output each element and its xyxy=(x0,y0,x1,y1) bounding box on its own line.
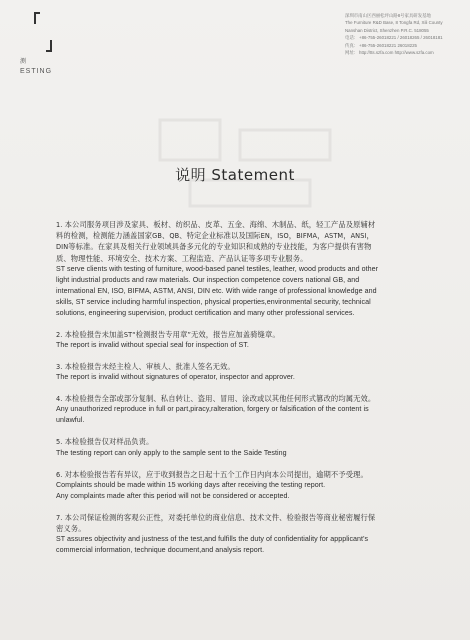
tel-value: +86-755-26018221 / 26018265 / 26018181 xyxy=(359,35,443,41)
statement-6-en-2: Any complaints made after this period will not be considered or accepted. xyxy=(56,491,290,500)
address-en-1: The Furniture R&D Base, 8 Tongfa Rd, Xili County xyxy=(345,20,443,26)
tel-row xyxy=(345,34,463,41)
statement-4-zh: 4. 本检验报告全部或部分复制、私自转让、盗用、冒用、涂改或以其他任何形式篡改的均属无效。 xyxy=(56,394,376,404)
fax-label: 传真: xyxy=(345,42,356,48)
statement-item-6 xyxy=(56,469,382,502)
logo-line-1: 测 xyxy=(20,59,27,65)
statement-item-7 xyxy=(56,512,382,556)
statement-3-zh: 3. 本检验报告未经主检人、审核人、批准人签名无效。 xyxy=(56,362,235,372)
statement-5-zh: 5. 本检验报告仅对样品负责。 xyxy=(56,437,154,447)
logo-line-2: ESTING xyxy=(20,68,53,75)
address-en-2: Nanshan District, Shenzhen P.R.C. 518055 xyxy=(345,27,429,33)
company-logo xyxy=(32,10,54,54)
web-row xyxy=(345,49,463,56)
logo-text xyxy=(20,58,52,76)
statement-2-en: The report is invalid without special seal for inspection of ST. xyxy=(56,341,249,350)
tel-label: 电话: xyxy=(345,35,356,41)
statement-item-5 xyxy=(56,436,382,458)
statement-7-en: ST assures objectivity and justness of the test,and fulfills the duty of confidentiality for appplicant's commercial information, technique document,and analysis report. xyxy=(56,535,369,555)
statement-list xyxy=(56,219,382,556)
statement-2-zh: 2. 本检验报告未加盖ST“检测报告专用章”无效，报告应加盖骑缝章。 xyxy=(56,329,280,339)
contact-info xyxy=(345,12,463,56)
statement-7-zh: 7. 本公司保证检测的客观公正性，对委托单位的商业信息、技术文件、检验报告等商业秘密履行保密义务。 xyxy=(56,512,376,534)
web-value: http://tts.szfa.com http://www.szfa.com xyxy=(359,50,434,56)
statement-1-en: ST serve clients with testing of furniture, wood-based panel testiles, leather, wood products and other light industrial products and raw materials. Our inspection competence covers national GB, and international EN, ISO, BIFMA, ASTM, ANSI, DIN etc. With wide range of professional knowledge and skills, ST service including harmful inspection, physical properties,environmental security, technical solutions, engineering supervision, product certification and many other professional services. xyxy=(56,264,379,317)
statement-item-1 xyxy=(56,219,382,319)
statement-6-en-1: Complaints should be made within 15 working days after receiving the testing report. xyxy=(56,480,326,489)
statement-5-en: The testing report can only apply to the sample sent to the Saide Testing xyxy=(56,448,287,457)
fax-value: +86-755-26018221 26018225 xyxy=(359,42,417,48)
statement-item-2 xyxy=(56,329,382,351)
address-cn: 深圳市南山区西丽松坪山路8号家具研发基地 xyxy=(345,13,431,18)
web-label: 网址: xyxy=(345,50,356,56)
page-title: 说明 Statement xyxy=(175,166,295,184)
statement-3-en: The report is invalid without signatures of operator, inspector and approver. xyxy=(56,373,295,382)
fax-row xyxy=(345,42,463,49)
statement-1-zh: 1. 本公司服务项目涉及家具、板材、纺织品、皮革、五金、海绵、木制品、纸，轻工产品及原辅材料的检测，检测能力涵盖国家GB、QB、特定企业标准以及国际EN，ISO，BIFMA，ASTM，ANSI，DIN等标准。在家具及相关行业领域具备多元化的专业知识和成熟的专业技能，为客户提供有害物质、物理性能、环境安全、技术方案、工程监造、产品认证等多项专业服务。 xyxy=(56,220,376,263)
statement-item-3 xyxy=(56,361,382,383)
statement-item-4 xyxy=(56,393,382,426)
statement-6-zh: 6. 对本检验报告若有异议，应于收到报告之日起十五个工作日内向本公司提出，逾期不予受理。 xyxy=(56,469,368,479)
statement-4-en: Any unauthorized reproduce in full or part,piracy,ralteration, forgery or falsification of the content is unlawful. xyxy=(56,405,369,425)
